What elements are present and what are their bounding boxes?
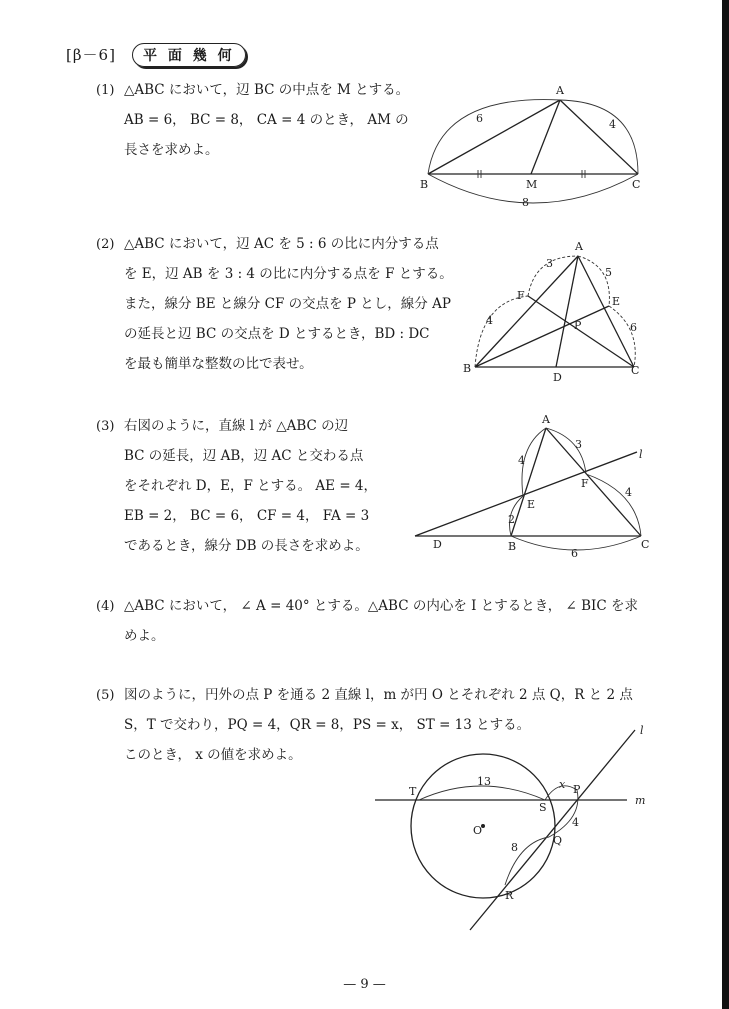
point-label-c: C [631,364,640,377]
problem-4-text [124,591,638,651]
segment-ab [511,428,546,536]
problem-3-number: (3) [96,419,115,434]
point-label-d: D [433,538,442,551]
length-label: 4 [625,486,632,499]
problem-5-number: (5) [96,688,115,703]
problem-2-number: (2) [96,237,115,252]
problem-4-number: (4) [96,599,115,614]
point-label-b: B [420,178,429,191]
length-label: 4 [518,454,525,467]
point-label-p: P [574,319,582,332]
length-label: 8 [511,841,518,854]
problem-2-text [124,229,453,379]
ratio-label: 4 [486,314,493,327]
page-number: — 9 — [343,977,386,992]
problem-1-text [124,75,409,165]
line-label-l: l [640,724,644,737]
arc-fb [475,296,528,367]
problem-2-line: を E，辺 AB を 3 : 4 の比に内分する点を F とする。 [124,266,453,282]
segment-am [531,100,560,174]
length-label: 6 [571,547,578,560]
point-label-a: A [556,84,564,97]
figure-2-triangle [455,236,655,386]
problem-3-line: 右図のように，直線 l が △ABC の辺 [124,418,349,434]
problem-4-line: △ABC において， ∠ A = 40° とする。△ABC の内心を I とするとき， ∠ BIC を求 [124,598,638,614]
segment-ac [560,100,638,174]
arc-af [528,256,578,296]
line-label-l: l [639,448,643,461]
segment-ab [475,256,578,367]
point-label-f: F [581,477,589,490]
length-label: 2 [508,513,515,526]
point-label-f: F [517,289,525,302]
point-label-e: E [527,498,536,511]
problem-1-line: △ABC において，辺 BC の中点を M とする。 [124,82,410,98]
problem-1-number: (1) [96,83,115,98]
point-label-b: B [463,362,472,375]
point-label-e: E [612,295,621,308]
problem-3-line: BC の延長，辺 AB，辺 AC と交わる点 [124,448,364,464]
length-label: 8 [522,196,529,209]
problem-3-text [124,411,377,561]
line-l [470,730,635,930]
topic-badge: 平 面 幾 何 [132,43,246,67]
ratio-label: 6 [630,321,637,334]
length-label: 13 [477,775,491,788]
length-label: 4 [572,816,579,829]
problem-5-line: 図のように，円外の点 P を通る 2 直線 l，m が円 O とそれぞれ 2 点 Q，R と 2 点 [124,687,633,703]
length-label: 6 [476,112,483,125]
point-label-c: C [641,538,650,551]
problem-2-line: △ABC において，辺 AC を 5 : 6 の比に内分する点 [124,236,439,252]
problem-3-line: EB = 2， BC = 6， CF = 4， FA = 3 [124,508,370,524]
figure-5-circle [365,722,665,937]
point-label-a: A [575,240,583,253]
problem-2-line: を最も簡単な整数の比で表せ。 [124,356,313,372]
length-label: 4 [609,118,616,131]
problem-5-line: このとき， x の値を求めよ。 [124,747,302,763]
line-label-m: m [635,794,646,807]
length-label: 3 [575,438,582,451]
segment-ab [428,100,560,174]
ratio-label: 5 [605,266,612,279]
problem-1-line: 長さを求めよ。 [124,142,219,158]
problem-5-line: S，T で交わり，PQ = 4，QR = 8，PS = x， ST = 13 とする。 [124,717,531,733]
point-label-a: A [542,413,550,426]
problem-1-line: AB = 6， BC = 8， CA = 4 のとき， AM の [124,112,409,128]
length-label: x [559,778,566,791]
problem-3-line: であるとき，線分 DB の長さを求めよ。 [124,538,369,554]
point-label-s: S [539,801,547,814]
ratio-label: 3 [546,257,553,270]
segment-ac [546,428,641,536]
point-label-o: O [473,824,483,837]
point-label-t: T [409,785,417,798]
scan-edge [722,0,729,1009]
segment-ad [556,256,578,367]
figure-1-triangle [410,82,650,212]
point-label-p: P [573,783,581,796]
figure-3-triangle [405,412,660,567]
problem-2-line: の延長と辺 BC の交点を D とするとき，BD : DC [124,326,430,342]
problem-2-line: また，線分 BE と線分 CF の交点を P とし，線分 AP [124,296,451,312]
problem-3-line: をそれぞれ D，E，F とする。 AE = 4， [124,478,378,494]
point-label-c: C [632,178,641,191]
point-label-m: M [526,178,538,191]
arc-ae [578,256,609,306]
point-label-r: R [505,889,514,902]
problem-set-code: [β－6] [66,46,116,64]
point-label-q: Q [553,834,563,847]
arc-ts [419,786,545,800]
point-label-b: B [508,540,517,553]
problem-4-line: めよ。 [124,628,165,644]
point-label-d: D [553,371,562,384]
arc-ec [609,306,635,367]
